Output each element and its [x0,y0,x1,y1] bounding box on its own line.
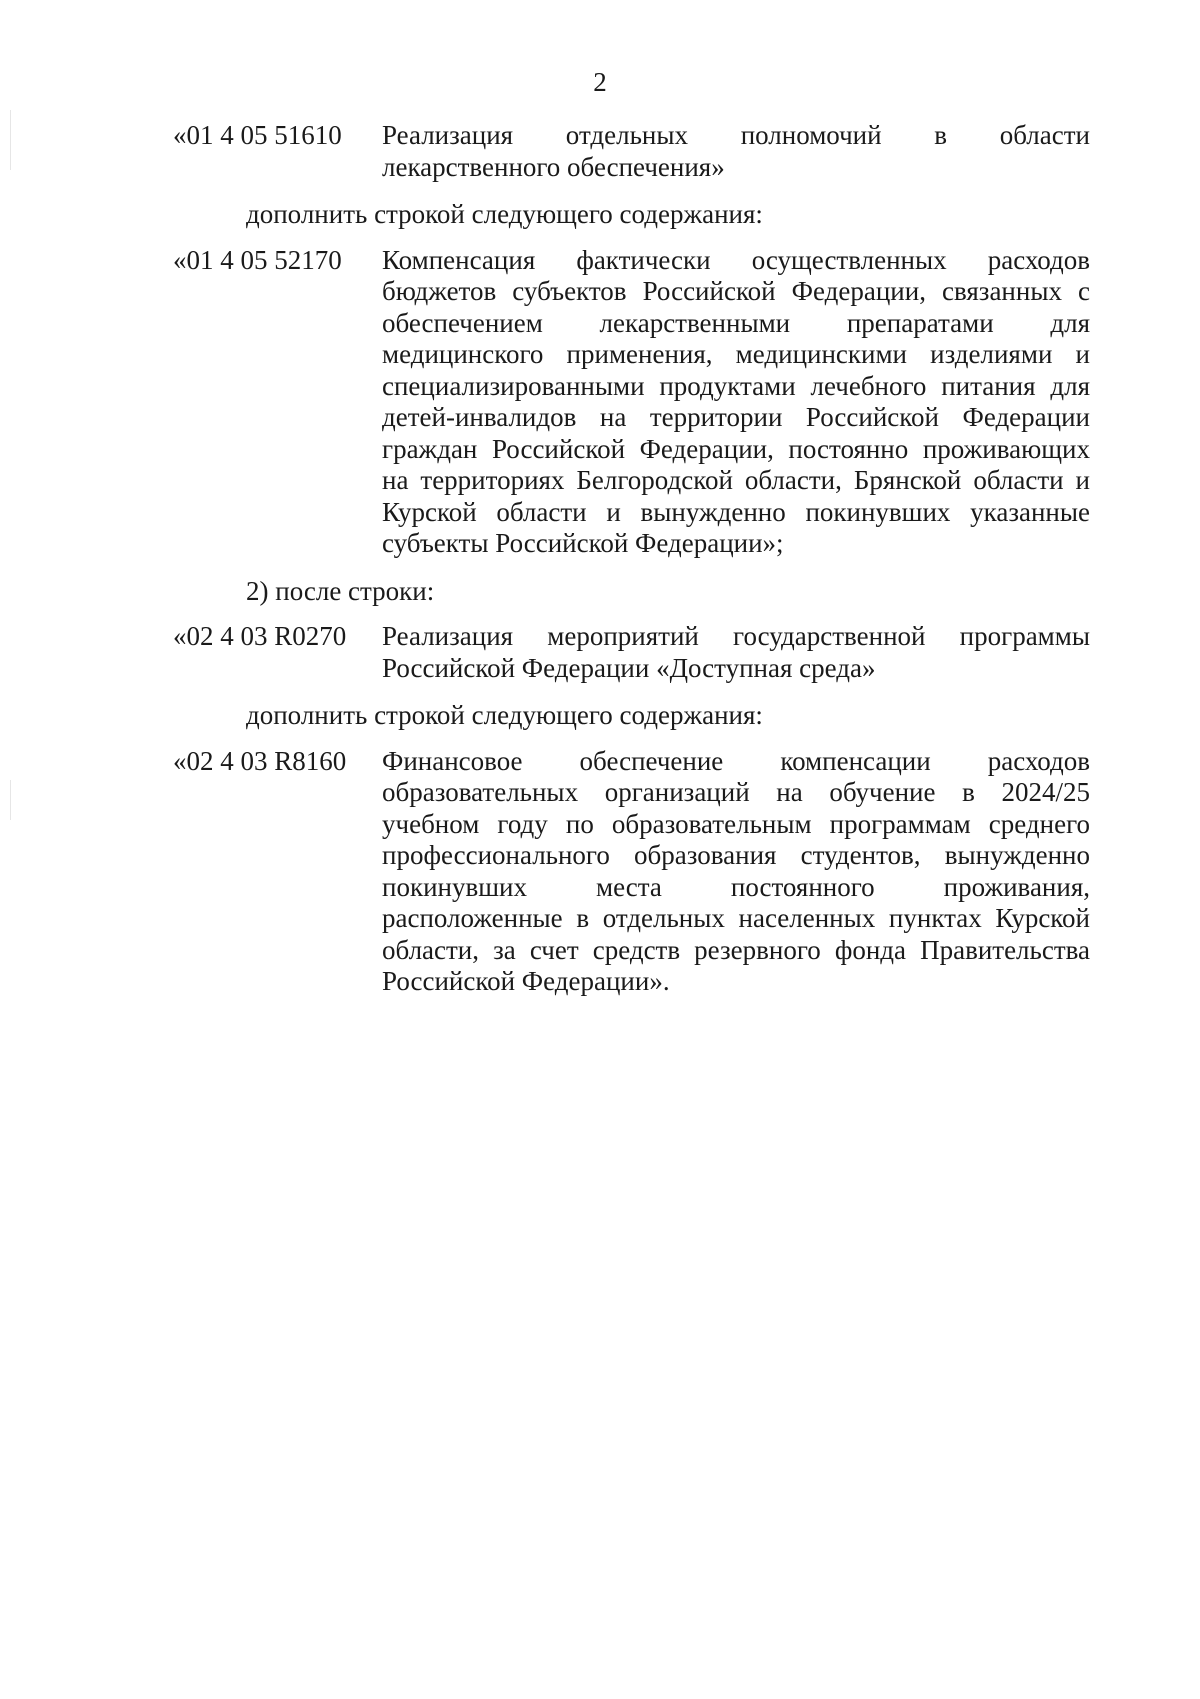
document-body [173,120,1090,998]
scan-margin-mark [10,780,11,820]
budget-line-entry [173,621,1090,684]
budget-code: «02 4 03 R0270 [173,621,347,651]
budget-line-entry [173,746,1090,998]
spacer [173,684,1090,700]
spacer [173,231,1090,245]
spacer [173,560,1090,576]
scan-margin-mark [10,110,11,170]
budget-line-description: Компенсация фактически осуществленных расходов бюджетов субъектов Российской Федерации, связанных с обеспечением лекарственными препаратами для медицинского применения, медицинскими изделиями и специализированными продуктами лечебного питания для детей-инвалидов на территории Российской Федерации граждан Российской Федерации, постоянно проживающих на территориях Белгородской области, Брянской области и Курской области и вынужденно покинувших указанные субъекты Российской Федерации»; [382,244,1090,558]
budget-line-description: Финансовое обеспечение компенсации расходов образовательных организаций на обучение в 2024/25 учебном году по образовательным программам среднего профессионального образования студентов, вынужденно покинувших места постоянного проживания, расположенные в отдельных населенных пунктах Курской области, за счет средств резервного фонда Правительства Российской Федерации». [382,745,1090,996]
budget-code: «02 4 03 R8160 [173,745,347,776]
budget-line-entry [173,120,1090,183]
amendment-instruction: 2) после строки: [246,575,435,606]
budget-line-description: Реализация отдельных полномочий в области лекарственного обеспечения» [382,120,1090,182]
budget-code: «01 4 05 51610 [173,120,342,150]
spacer [173,732,1090,746]
spacer [173,607,1090,621]
budget-line-description: Реализация мероприятий государственной программы Российской Федерации «Доступная среда» [382,621,1090,683]
amendment-instruction: дополнить строкой следующего содержания: [246,199,763,229]
budget-code: «01 4 05 52170 [173,244,342,275]
page-number: 2 [593,67,607,97]
budget-line-entry [173,245,1090,560]
amendment-instruction: дополнить строкой следующего содержания: [246,700,763,730]
spacer [173,183,1090,199]
